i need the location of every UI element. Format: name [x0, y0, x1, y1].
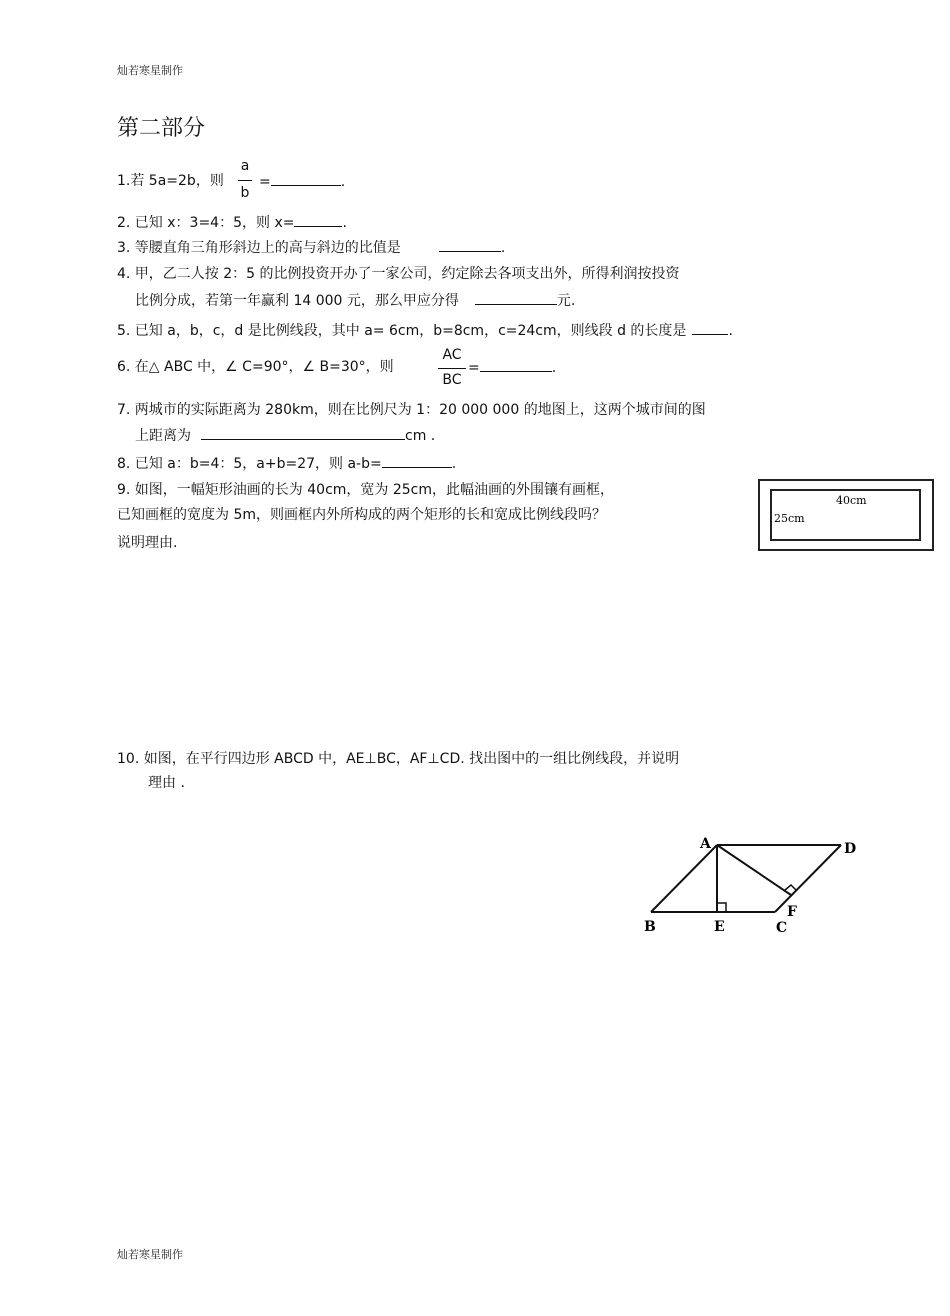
vertex-label-d: D	[844, 841, 857, 857]
q4-blank[interactable]	[475, 290, 557, 305]
question-6	[117, 357, 394, 377]
vertex-label-f: F	[787, 904, 797, 920]
question-7-line-2	[135, 425, 435, 446]
q1-answer	[259, 171, 345, 192]
q5-blank[interactable]	[692, 320, 728, 335]
q2-text: 2. 已知 x：3=4：5，则 x=	[117, 215, 295, 231]
altitude-af	[717, 845, 791, 895]
q8-blank[interactable]	[382, 453, 452, 468]
vertex-label-c: C	[776, 920, 788, 936]
question-9-line-3: 说明理由.	[117, 535, 178, 551]
right-angle-f	[785, 885, 796, 890]
q8-end: .	[451, 456, 457, 472]
question-9-line-2: 已知画框的宽度为 5m，则画框内外所构成的两个矩形的长和宽成比例线段吗？	[117, 507, 606, 523]
length-label: 40cm	[836, 494, 867, 507]
q1-end: .	[340, 174, 346, 190]
right-angle-e	[717, 903, 726, 912]
question-1	[117, 171, 224, 191]
fraction-bar	[238, 180, 252, 181]
page-footer: 灿若寒星制作	[117, 1248, 183, 1261]
q5-text: 5. 已知 a，b，c，d 是比例线段，其中 a= 6cm，b=8cm，c=24cm，则线段 d 的长度是	[117, 323, 687, 339]
q6-numerator: AC	[442, 347, 462, 363]
question-8	[117, 453, 456, 474]
q3-text: 3. 等腰直角三角形斜边上的高与斜边的比值是	[117, 240, 401, 256]
q6-end: .	[551, 360, 557, 376]
question-4-line-1: 4. 甲，乙二人按 2：5 的比例投资开办了一家公司，约定除去各项支出外，所得利润按投资	[117, 266, 680, 282]
q6-fraction	[438, 347, 466, 393]
q1-text: 1.若 5a=2b，则	[117, 173, 224, 189]
vertex-label-e: E	[714, 919, 725, 935]
q7-blank[interactable]	[201, 425, 405, 440]
q1-equals: =	[259, 174, 271, 190]
painting-frame-figure	[756, 477, 936, 553]
q1-blank[interactable]	[271, 171, 341, 186]
q4-text: 比例分成，若第一年赢利 14 000 元，那么甲应分得	[135, 293, 459, 309]
q1-denominator: b	[240, 185, 250, 201]
question-3	[117, 237, 505, 258]
q7-text: 上距离为	[135, 428, 191, 444]
q6-blank[interactable]	[480, 357, 552, 372]
vertex-label-b: B	[644, 919, 656, 935]
q2-end: .	[342, 215, 347, 231]
q6-equals: =	[468, 360, 480, 376]
page-header: 灿若寒星制作	[117, 64, 183, 77]
question-10-line-1: 10. 如图，在平行四边形 ABCD 中，AE⊥BC，AF⊥CD. 找出图中的一组比例线段，并说明	[117, 751, 680, 767]
q3-blank[interactable]	[439, 237, 501, 252]
width-label: 25cm	[774, 512, 805, 525]
q2-blank[interactable]	[294, 212, 342, 227]
q8-text: 8. 已知 a：b=4：5，a+b=27，则 a-b=	[117, 456, 382, 472]
q5-end: .	[728, 323, 733, 339]
q1-numerator: a	[240, 158, 250, 174]
side-cd	[775, 845, 841, 912]
q4-end: 元.	[556, 293, 576, 309]
q1-fraction	[238, 158, 252, 204]
parallelogram-figure	[638, 828, 868, 940]
question-7-line-1: 7. 两城市的实际距离为 280km，则在比例尺为 1：20 000 000 的地图上，这两个城市间的图	[117, 402, 706, 418]
question-10-line-2: 理由 .	[148, 775, 185, 791]
question-4-line-2	[135, 290, 575, 311]
q6-denominator: BC	[442, 372, 462, 388]
question-2	[117, 212, 347, 233]
fraction-bar	[438, 368, 466, 369]
q6-answer	[468, 357, 556, 378]
question-9-line-1: 9. 如图，一幅矩形油画的长为 40cm，宽为 25cm，此幅油画的外围镶有画框，	[117, 482, 615, 498]
question-5	[117, 320, 733, 341]
q7-end: cm .	[405, 428, 436, 444]
q6-text: 6. 在△ ABC 中，∠ C=90°，∠ B=30°，则	[117, 359, 394, 375]
section-title: 第二部分	[117, 116, 206, 141]
side-ab	[651, 845, 717, 912]
q3-end: .	[500, 240, 506, 256]
vertex-label-a: A	[700, 836, 711, 852]
